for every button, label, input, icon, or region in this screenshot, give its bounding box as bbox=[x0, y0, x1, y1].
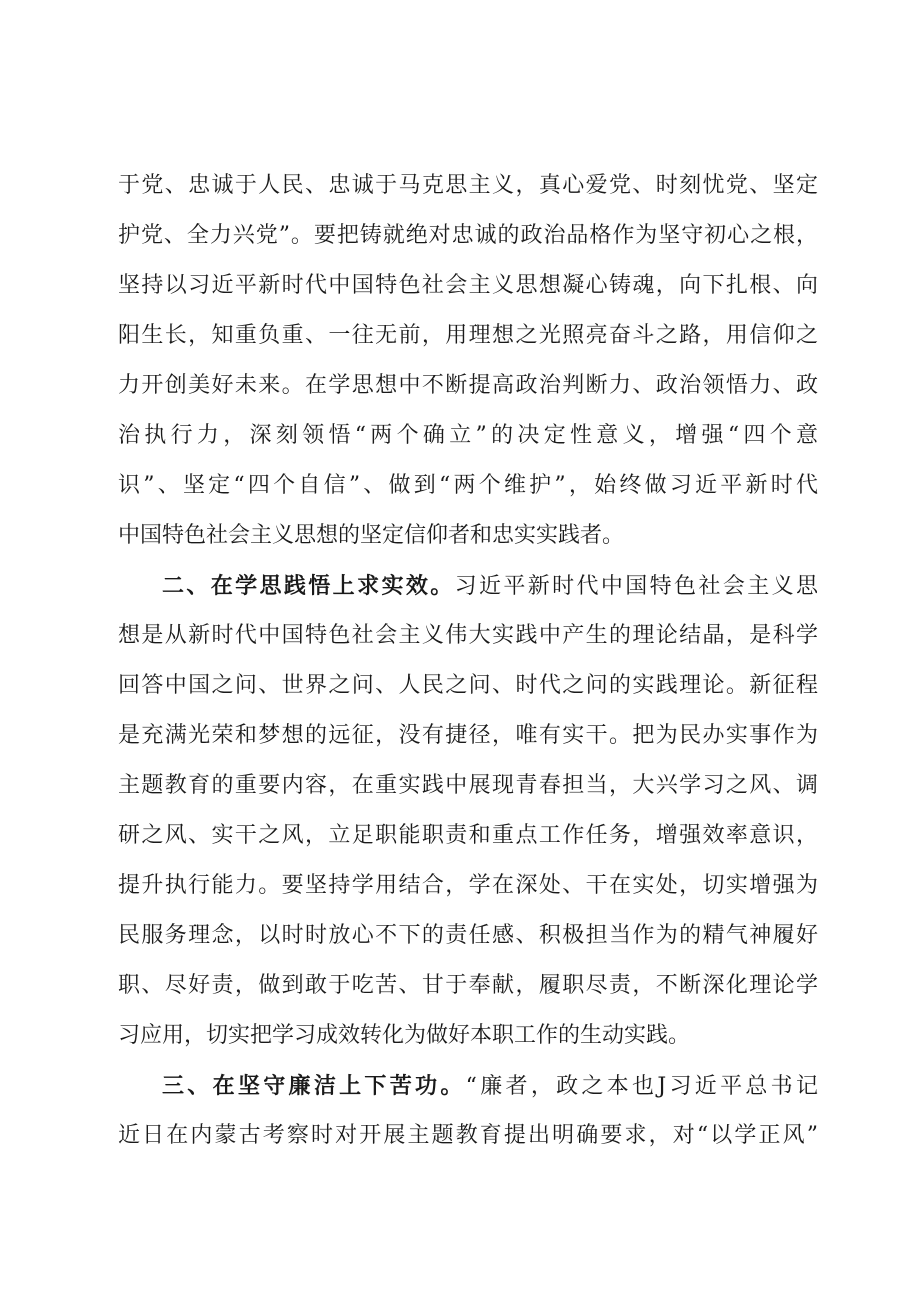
paragraph3-first-line bbox=[162, 1066, 818, 1106]
paragraph3-first-line-text: “廉者，政之本也J习近平总书记 bbox=[465, 1074, 818, 1099]
paragraph2-line-4: 是充满光荣和梦想的远征，没有捷径，唯有实干。把为民办实事作为 bbox=[118, 723, 818, 748]
paragraph2-line-8: 民服务理念，以时时放心不下的责任感、积极担当作为的精气神履好 bbox=[118, 923, 818, 948]
paragraph2-first-line-text: 习近平新时代中国特色社会主义思 bbox=[454, 574, 818, 599]
paragraph1-line-8: 中国特色社会主义思想的坚定信仰者和忠实实践者。 bbox=[118, 523, 625, 548]
paragraph2-line-10: 习应用，切实把学习成效转化为做好本职工作的生动实践。 bbox=[118, 1023, 691, 1048]
paragraph2-line-6: 研之风、实干之风，立足职能职责和重点工作任务，增强效率意识， bbox=[118, 823, 818, 848]
paragraph1-line-5: 力开创美好未来。在学思想中不断提高政治判断力、政治领悟力、政 bbox=[118, 373, 818, 398]
paragraph3-line-2: 近日在内蒙古考察时对开展主题教育提出明确要求，对“以学正风” bbox=[118, 1123, 818, 1148]
paragraph3-heading: 三、在坚守廉洁上下苦功。 bbox=[162, 1073, 466, 1099]
paragraph2-first-line bbox=[162, 566, 818, 606]
paragraph2-heading: 二、在学思践悟上求实效。 bbox=[162, 573, 455, 599]
paragraph2-line-2: 想是从新时代中国特色社会主义伟大实践中产生的理论结晶，是科学 bbox=[118, 623, 818, 648]
paragraph2-line-5: 主题教育的重要内容，在重实践中展现青春担当，大兴学习之风、调 bbox=[118, 773, 818, 798]
paragraph2-line-7: 提升执行能力。要坚持学用结合，学在深处、干在实处，切实增强为 bbox=[118, 873, 818, 898]
paragraph2-line-9: 职、尽好责，做到敢于吃苦、甘于奉献，履职尽责，不断深化理论学 bbox=[118, 973, 818, 998]
paragraph2-line-3: 回答中国之问、世界之问、人民之问、时代之问的实践理论。新征程 bbox=[118, 673, 818, 698]
paragraph1-line-2: 护党、全力兴党”。要把铸就绝对忠诚的政治品格作为坚守初心之根， bbox=[118, 223, 818, 248]
paragraph1-line-6: 治执行力，深刻领悟“两个确立”的决定性意义，增强“四个意 bbox=[118, 423, 818, 448]
paragraph1-line-3: 坚持以习近平新时代中国特色社会主义思想凝心铸魂，向下扎根、向 bbox=[118, 273, 818, 298]
paragraph1-line-4: 阳生长，知重负重、一往无前，用理想之光照亮奋斗之路，用信仰之 bbox=[118, 323, 818, 348]
paragraph1-line-1: 于党、忠诚于人民、忠诚于马克思主义，真心爱党、时刻忧党、坚定 bbox=[118, 173, 818, 198]
paragraph1-line-7: 识”、坚定“四个自信”、做到“两个维护”，始终做习近平新时代 bbox=[118, 473, 818, 498]
